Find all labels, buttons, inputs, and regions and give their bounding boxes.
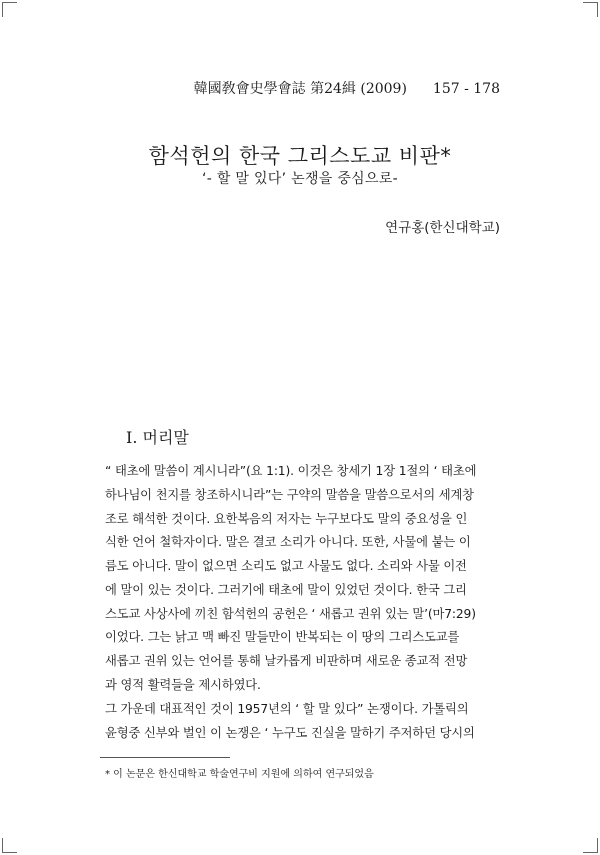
text-line: 에 말이 있는 것이다. 그러기에 태초에 말이 있었던 것이다. 한국 그리 [105, 582, 467, 597]
text-line: 식한 언어 철학자이다. 말은 결코 소리가 아니다. 또한, 사물에 붙는 이 [105, 535, 471, 550]
author-affiliation: 연규홍(한신대학교) [385, 220, 500, 236]
text-line: 조로 해석한 것이다. 요한복음의 저자는 누구보다도 말의 중요성을 인 [105, 511, 468, 526]
journal-name: 韓國敎會史學會誌 第24緝 (2009) [193, 81, 407, 97]
page-range: 157 - 178 [432, 81, 500, 97]
text-line: 새롭고 권위 있는 언어를 통해 날카롭게 비판하며 새로운 종교적 전망 [105, 654, 468, 668]
paper-title: 함석헌의 한국 그리스도교 비판* [148, 144, 452, 168]
text-line: 하나님이 천지를 창조하시니라”는 구약의 말씀을 말씀으로서의 세계창 [105, 487, 474, 502]
text-line: 이었다. 그는 낡고 맥 빠진 말들만이 반복되는 이 땅의 그리스도교를 [105, 630, 460, 645]
crop-mark-bottom-right [583, 838, 598, 853]
text-line: 윤형중 신부와 벌인 이 논쟁은 ‘ 누구도 진실을 말하기 주저하던 당시의 [105, 725, 475, 740]
text-line: “ 태초에 말씀이 계시니라”(요 1:1). 이것은 창세기 1장 1절의 ‘ 태초에 [105, 464, 477, 478]
text-line: 과 영적 활력들을 제시하였다. [105, 677, 261, 692]
footnote: * 이 논문은 한신대학교 학술연구비 지원에 의하여 연구되었음 [105, 769, 374, 780]
body-paragraph-2 [105, 698, 500, 746]
crop-mark-top-right [583, 2, 598, 17]
text-line: 름도 아니다. 말이 없으면 소리도 없고 사물도 없다. 소리와 사물 이전 [105, 559, 467, 573]
text-line: 스도교 사상사에 끼친 함석헌의 공헌은 ‘ 새롭고 권위 있는 말’(마7:29) [105, 606, 476, 621]
body-paragraph-1 [105, 460, 500, 698]
crop-mark-bottom-left [2, 838, 17, 853]
text-line: 그 가운데 대표적인 것이 1957년의 ‘ 할 말 있다” 논쟁이다. 가톨릭의 [105, 702, 469, 716]
running-header [194, 78, 500, 98]
footnote-divider [100, 757, 230, 758]
crop-mark-top-left [2, 2, 17, 17]
section-heading: I. 머리말 [126, 428, 189, 447]
paper-subtitle: ‘- 할 말 있다’ 논쟁을 중심으로- [201, 171, 399, 187]
